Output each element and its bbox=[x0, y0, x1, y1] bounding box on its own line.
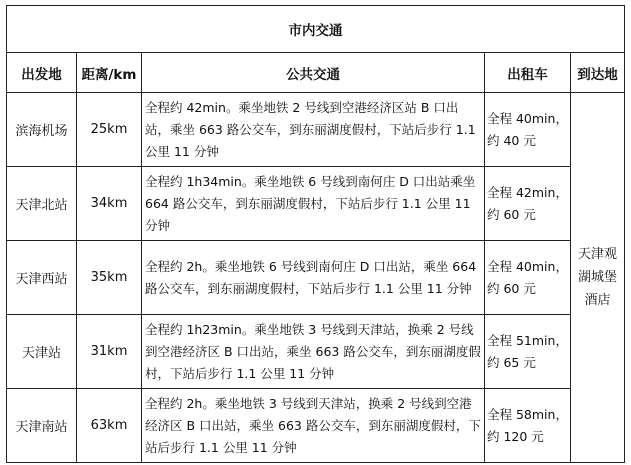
public-transit-cell: 全程约 2h。乘坐地铁 3 号线到天津站，换乘 2 号线到空港经济区 B 口出站，乘坐 663 路公交车，到东丽湖度假村，下站后步行 1.1 公里 11 分钟 bbox=[142, 389, 485, 463]
table-title: 市内交通 bbox=[7, 6, 625, 53]
distance-cell: 34km bbox=[77, 167, 142, 241]
header-distance: 距离/km bbox=[77, 53, 142, 93]
table-row bbox=[7, 389, 625, 463]
header-public-transit: 公共交通 bbox=[142, 53, 485, 93]
distance-cell: 35km bbox=[77, 241, 142, 315]
taxi-cell: 全程 40min，约 60 元 bbox=[485, 241, 571, 315]
table-header-row bbox=[7, 53, 625, 93]
table-row bbox=[7, 241, 625, 315]
table-row bbox=[7, 167, 625, 241]
taxi-cell: 全程 51min，约 65 元 bbox=[485, 315, 571, 389]
distance-cell: 25km bbox=[77, 93, 142, 167]
origin-cell: 天津站 bbox=[7, 315, 77, 389]
destination-text: 天津观湖城堡酒店 bbox=[577, 247, 617, 308]
origin-cell: 天津西站 bbox=[7, 241, 77, 315]
origin-cell: 天津北站 bbox=[7, 167, 77, 241]
taxi-cell: 全程 58min，约 120 元 bbox=[485, 389, 571, 463]
taxi-cell: 全程 42min，约 60 元 bbox=[485, 167, 571, 241]
header-destination: 到达地 bbox=[571, 53, 625, 93]
public-transit-cell: 全程约 42min。乘坐地铁 2 号线到空港经济区站 B 口出站，乘坐 663 路公交车，到东丽湖度假村，下站后步行 1.1 公里 11 分钟 bbox=[142, 93, 485, 167]
origin-cell: 天津南站 bbox=[7, 389, 77, 463]
public-transit-cell: 全程约 1h23min。乘坐地铁 3 号线到天津站，换乘 2 号线到空港经济区 B 口出站，乘坐 663 路公交车，到东丽湖度假村，下站后步行 1.1 公里 11 分钟 bbox=[142, 315, 485, 389]
distance-cell: 63km bbox=[77, 389, 142, 463]
destination-cell bbox=[571, 93, 625, 463]
public-transit-cell: 全程约 2h。乘坐地铁 6 号线到南何庄 D 口出站，乘坐 664 路公交车，到东丽湖度假村，下站后步行 1.1 公里 11 分钟 bbox=[142, 241, 485, 315]
city-transport-table bbox=[6, 5, 625, 463]
table-row bbox=[7, 93, 625, 167]
distance-cell: 31km bbox=[77, 315, 142, 389]
table-title-row bbox=[7, 6, 625, 53]
public-transit-cell: 全程约 1h34min。乘坐地铁 6 号线到南何庄 D 口出站乘坐 664 路公交车，到东丽湖度假村，下站后步行 1.1 公里 11 分钟 bbox=[142, 167, 485, 241]
origin-cell: 滨海机场 bbox=[7, 93, 77, 167]
header-origin: 出发地 bbox=[7, 53, 77, 93]
table-row bbox=[7, 315, 625, 389]
header-taxi: 出租车 bbox=[485, 53, 571, 93]
taxi-cell: 全程 40min，约 40 元 bbox=[485, 93, 571, 167]
